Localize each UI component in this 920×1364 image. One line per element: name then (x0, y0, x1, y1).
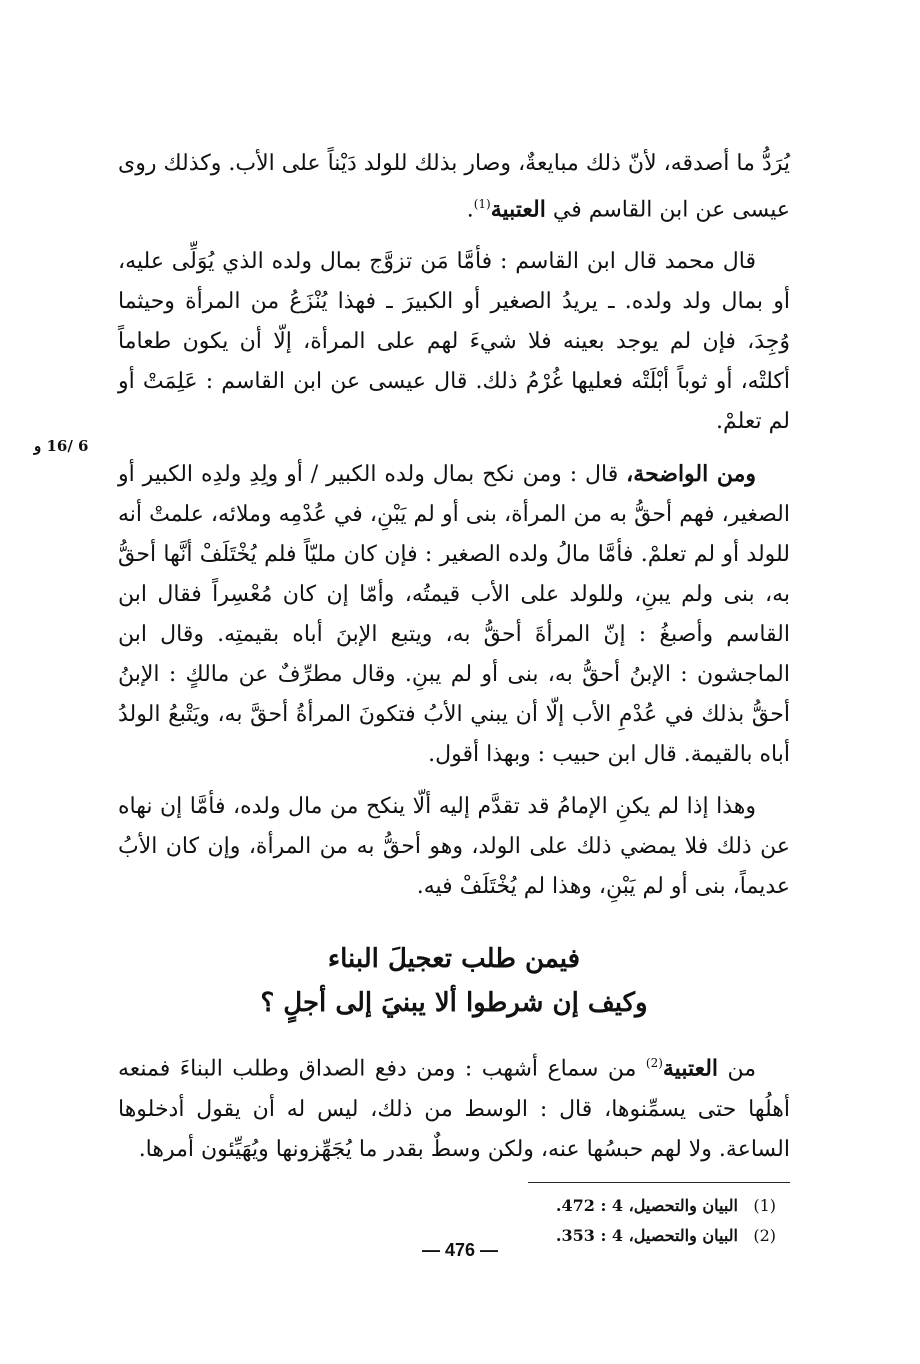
footnote-ref-2: (2) (645, 1056, 663, 1071)
paragraph-2 (118, 242, 790, 442)
footnote-1 (118, 1191, 790, 1221)
source-name: ومن الواضحة، (626, 461, 756, 488)
paragraph-4-text: وهذا إذا لم يكنِ الإمامُ قد تقدَّم إليه ألّا ينكح من مال ولده، فأمَّا إن نهاه عن ذلك فلا يمضي ذلك على الولد، وهو أحقُّ به من المرأة، وإن كان الأبُ عديماً، بنى أو لم يَبْنِ، وهذا لم يُخْتَلَفْ فيه. (118, 794, 790, 900)
paragraph-5-prefix: من (718, 1056, 757, 1082)
heading-line-1: فيمن طلب تعجيلَ البناء (327, 944, 581, 975)
source-name: العتبية (662, 1055, 719, 1082)
paragraph-5-text: من سماع أشهب : ومن دفع الصداق وطلب البناءَ فمنعه أهلُها حتى يسمِّنوها، قال : الوسط من ذلك، ليس له أن يقول أدخلوها الساعة. ولا لهم حبسُها عنه، ولكن وسطٌ بقدر ما يُجَهِّزونها ويُهَيِّئون أمرها. (118, 1056, 790, 1162)
paragraph-5 (118, 1043, 790, 1169)
paragraph-3 (118, 454, 790, 775)
page-number: — 476 — (421, 1240, 499, 1260)
footnote-text: البيان والتحصيل، 4 : 472. (555, 1195, 738, 1215)
paragraph-1 (118, 144, 790, 230)
paragraph-1-tail: . (466, 197, 474, 223)
heading-line-2: وكيف إن شرطوا ألا يبنيَ إلى أجلٍ ؟ (260, 988, 648, 1019)
section-heading (118, 937, 790, 1025)
paragraph-3-text: قال : ومن نكح بمال ولده الكبير / أو ولِدِ ولدِه الكبير أو الصغير، فهم أحقُّ به من المرأة، بنى أو لم يَبْنِ، في عُدْمِه وملائه، علمتْ أنه للولد أو لم تعلمْ. فأمَّا مالُ ولده الصغير : فإن كان مليّاً فلم يُخْتَلَفْ أنَّها أحقُّ به، بنى ولم يبنِ، وللولد على الأب قيمتُه، وأمّا إن كان مُعْسِراً فقال ابن القاسم وأصبغُ : إنّ المرأةَ أحقُّ به، ويتبع الإبنَ أباه بقيمتِه. وقال ابن الماجشون : الإبنُ أحقُّ به، بنى أو لم يبنِ. وقال مطرِّفٌ عن مالكٍ : الإبنُ أحقُّ بذلك في عُدْمِ الأب إلّا أن يبني الأبُ فتكونَ المرأةُ أحقَّ به، ويَتْبعُ الولدُ أباه بالقيمة. قال ابن حبيب : وبهذا أقول. (118, 462, 790, 768)
footnote-divider (528, 1182, 790, 1183)
footnote-number: (2) (753, 1225, 776, 1245)
paragraph-2-text: قال محمد قال ابن القاسم : فأمَّا مَن تزوَّج بمال ولده الذي يُوَلِّى عليه، أو بمال ولد ولده. ـ يريدُ الصغير أو الكبيرَ ـ فهذا يُنْزَعُ من المرأة وحيثما وُجِدَ، فإن لم يوجد بعينه فلا شيءَ لهم على المرأة، إلّا أن يكون طعاماً أكلتْه، أو ثوباً أبْلَتْه فعليها غُرْمُ ذلك. قال عيسى عن ابن القاسم : عَلِمَتْ أو لم تعلمْ. (118, 249, 790, 435)
source-name: العتبية (490, 196, 546, 223)
page-body (118, 144, 790, 1251)
footnote-text: البيان والتحصيل، 4 : 353. (555, 1225, 738, 1245)
footnote-number: (1) (753, 1195, 776, 1215)
margin-reference: 6 /16 و (34, 437, 89, 455)
footnote-ref-1: (1) (473, 197, 491, 211)
paragraph-1-text: يُرَدُّ ما أصدقه، لأنّ ذلك مبايعةٌ، وصار بذلك للولد دَيْناً على الأب. وكذلك روى عيسى عن ابن القاسم في (118, 151, 790, 223)
paragraph-4 (118, 787, 790, 907)
